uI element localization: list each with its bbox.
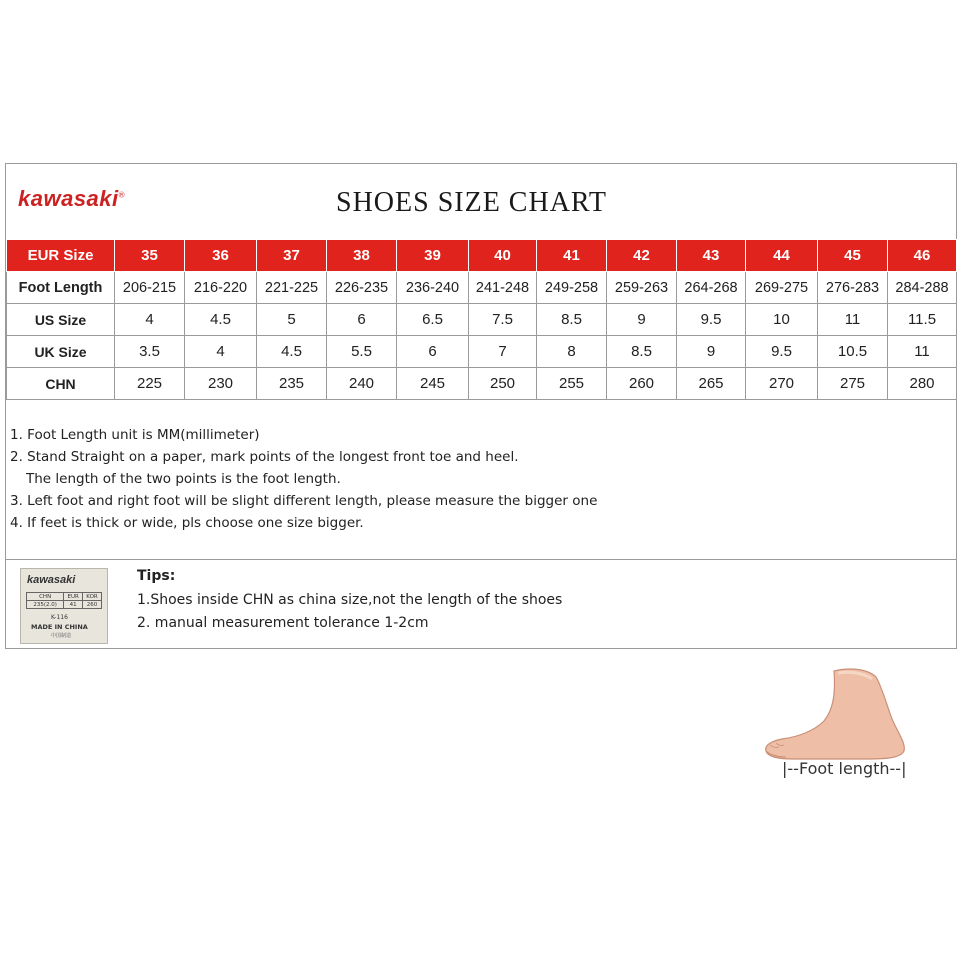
tips-section: [6, 559, 956, 648]
note-line: 3. Left foot and right foot will be slight different length, please measure the bigger one: [10, 493, 598, 509]
size-chart-panel: [5, 163, 957, 778]
table-cell: 260: [607, 368, 677, 400]
table-cell: 6.5: [397, 304, 469, 336]
table-cell: 9.5: [746, 336, 818, 368]
table-cell: 269-275: [746, 272, 818, 304]
table-cell: 43: [677, 240, 746, 272]
table-cell: 39: [397, 240, 469, 272]
chart-title: SHOES SIZE CHART: [336, 187, 608, 218]
table-cell: 265: [677, 368, 746, 400]
row-header: CHN: [7, 368, 115, 400]
table-cell: 11: [888, 336, 957, 368]
table-cell: 249-258: [537, 272, 607, 304]
chn-size-row: [7, 368, 957, 400]
table-cell: 36: [185, 240, 257, 272]
us-size-row: [7, 304, 957, 336]
tag-header: KOR: [83, 593, 102, 601]
table-cell: 9: [607, 304, 677, 336]
row-header: UK Size: [7, 336, 115, 368]
table-cell: 11: [818, 304, 888, 336]
tag-value: 235(2.0): [27, 601, 64, 609]
row-header: EUR Size: [7, 240, 115, 272]
table-cell: 40: [469, 240, 537, 272]
table-cell: 11.5: [888, 304, 957, 336]
tag-model: K-116: [51, 614, 68, 621]
table-cell: 42: [607, 240, 677, 272]
tag-made-in: MADE IN CHINA: [31, 623, 88, 631]
foot-length-label: |--Foot length--|: [782, 759, 907, 778]
table-cell: 225: [115, 368, 185, 400]
table-cell: 5.5: [327, 336, 397, 368]
table-cell: 6: [327, 304, 397, 336]
table-cell: 45: [818, 240, 888, 272]
size-table: [6, 239, 957, 400]
eur-size-row: [7, 240, 957, 272]
table-cell: 46: [888, 240, 957, 272]
note-line: 2. Stand Straight on a paper, mark points of the longest front toe and heel.: [10, 449, 519, 465]
table-cell: 236-240: [397, 272, 469, 304]
foot-illustration: [764, 667, 914, 791]
table-cell: 270: [746, 368, 818, 400]
table-cell: 241-248: [469, 272, 537, 304]
table-cell: 41: [537, 240, 607, 272]
table-cell: 8.5: [537, 304, 607, 336]
row-header: Foot Length: [7, 272, 115, 304]
table-cell: 9.5: [677, 304, 746, 336]
tag-value: 260: [83, 601, 102, 609]
row-header: US Size: [7, 304, 115, 336]
table-cell: 280: [888, 368, 957, 400]
table-cell: 264-268: [677, 272, 746, 304]
note-line: 4. If feet is thick or wide, pls choose one size bigger.: [10, 515, 364, 531]
table-cell: 7.5: [469, 304, 537, 336]
table-cell: 275: [818, 368, 888, 400]
tag-header: CHN: [27, 593, 64, 601]
chart-header: [6, 164, 956, 239]
note-line: 1. Foot Length unit is MM(millimeter): [10, 427, 260, 443]
tag-size-grid: [26, 592, 102, 609]
uk-size-row: [7, 336, 957, 368]
table-cell: 3.5: [115, 336, 185, 368]
table-cell: 206-215: [115, 272, 185, 304]
table-cell: 10: [746, 304, 818, 336]
table-cell: 259-263: [607, 272, 677, 304]
table-cell: 284-288: [888, 272, 957, 304]
table-cell: 216-220: [185, 272, 257, 304]
table-cell: 8: [537, 336, 607, 368]
table-cell: 44: [746, 240, 818, 272]
brand-logo: kawasaki®: [18, 186, 126, 211]
table-cell: 235: [257, 368, 327, 400]
tag-logo: kawasaki: [27, 574, 76, 586]
table-cell: 276-283: [818, 272, 888, 304]
table-cell: 4.5: [257, 336, 327, 368]
tip-item: 1.Shoes inside CHN as china size,not the length of the shoes: [137, 592, 563, 608]
table-cell: 226-235: [327, 272, 397, 304]
table-cell: 35: [115, 240, 185, 272]
table-cell: 8.5: [607, 336, 677, 368]
table-cell: 4.5: [185, 304, 257, 336]
note-line: The length of the two points is the foot length.: [26, 471, 341, 487]
tag-made-in-sub: 中国制造: [51, 633, 72, 639]
table-cell: 38: [327, 240, 397, 272]
table-cell: 10.5: [818, 336, 888, 368]
tip-item: 2. manual measurement tolerance 1-2cm: [137, 615, 429, 631]
table-cell: 9: [677, 336, 746, 368]
table-cell: 6: [397, 336, 469, 368]
tag-header: EUR: [64, 593, 83, 601]
table-cell: 230: [185, 368, 257, 400]
table-cell: 7: [469, 336, 537, 368]
table-cell: 5: [257, 304, 327, 336]
shoe-tag-photo: [20, 568, 108, 644]
table-cell: 37: [257, 240, 327, 272]
foot-icon: [764, 667, 914, 762]
table-cell: 245: [397, 368, 469, 400]
table-cell: 250: [469, 368, 537, 400]
tips-heading: Tips:: [137, 568, 176, 584]
table-cell: 4: [185, 336, 257, 368]
tag-value: 41: [64, 601, 83, 609]
table-cell: 221-225: [257, 272, 327, 304]
table-cell: 240: [327, 368, 397, 400]
table-cell: 4: [115, 304, 185, 336]
table-cell: 255: [537, 368, 607, 400]
foot-length-row: [7, 272, 957, 304]
